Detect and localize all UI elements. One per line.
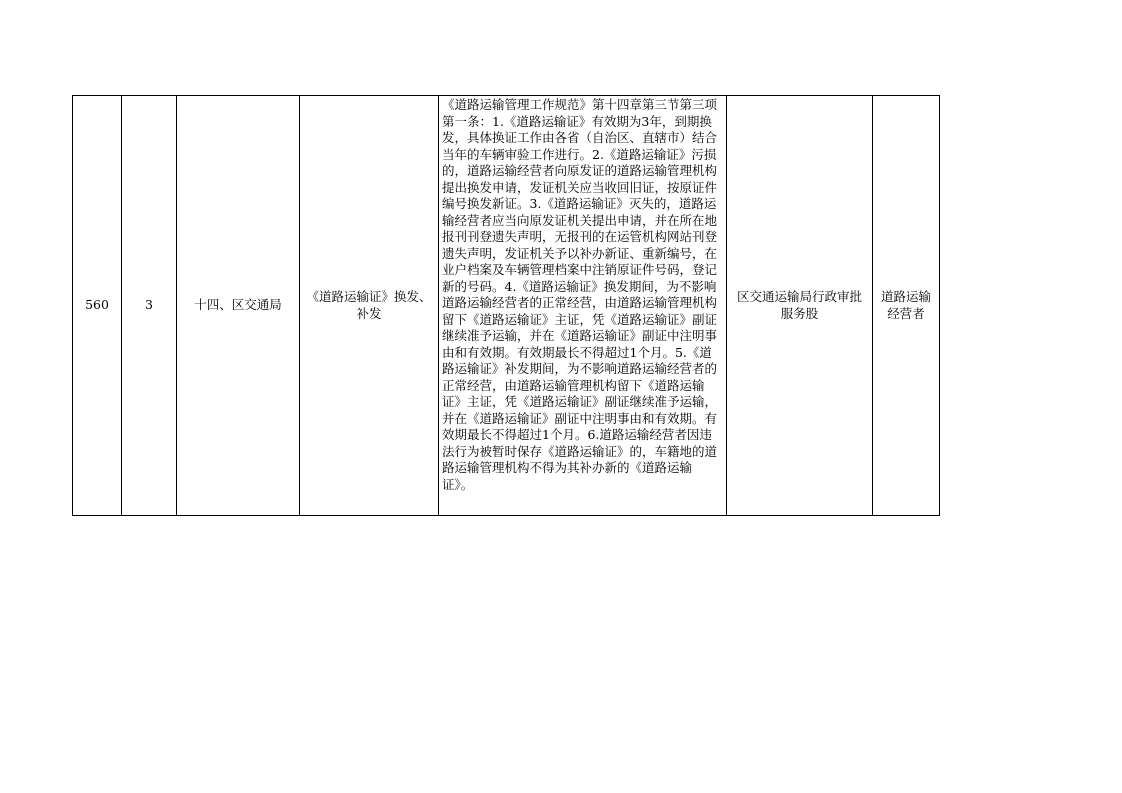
seq-cell [73, 96, 122, 516]
basis-cell [439, 96, 727, 516]
target-cell [873, 96, 940, 516]
seq-number: 560 [85, 297, 109, 313]
item-name-cell [300, 96, 439, 516]
basis-text: 《道路运输管理工作规范》第十四章第三节第三项第一条：1.《道路运输证》有效期为3年，到期换发，具体换证工作由各省（自治区、直辖市）结合当年的车辆审验工作进行。2.《道路运输证》污损的，道路运输经营者向原发证的道路运输管理机构提出换发申请，发证机关应当收回旧证，按原证件编号换发新证。3.《道路运输证》灭失的，道路运输经营者应当向原发证机关提出申请，并在所在地报刊刊登遗失声明，无报刊的在运管机构网站刊登遗失声明，发证机关予以补办新证、重新编号，在业户档案及车辆管理档案中注销原证件号码，登记新的号码。4.《道路运输证》换发期间，为不影响道路运输经营者的正常经营，由道路运输管理机构留下《道路运输证》主证，凭《道路运输证》副证继续准予运输，并在《道路运输证》副证中注明事由和有效期。有效期最长不得超过1个月。5.《道路运输证》补发期间，为不影响道路运输经营者的正常经营，由道路运输管理机构留下《道路运输证》主证，凭《道路运输证》副证继续准予运输，并在《道路运输证》副证中注明事由和有效期。有效期最长不得超过1个月。6.道路运输经营者因违法行为被暂时保存《道路运输证》的，车籍地的道路运输管理机构不得为其补办新的《道路运输证》。 [442, 97, 718, 492]
sub-seq-number: 3 [145, 297, 153, 313]
sub-seq-cell [122, 96, 177, 516]
item-name: 《道路运输证》换发、补发 [306, 289, 432, 321]
office-cell [727, 96, 873, 516]
department-name: 十四、区交通局 [194, 297, 282, 313]
table-row [73, 96, 940, 516]
target-name: 道路运输经营者 [880, 289, 931, 321]
office-name: 区交通运输局行政审批服务股 [736, 289, 862, 321]
data-table [72, 95, 940, 516]
department-cell [177, 96, 300, 516]
